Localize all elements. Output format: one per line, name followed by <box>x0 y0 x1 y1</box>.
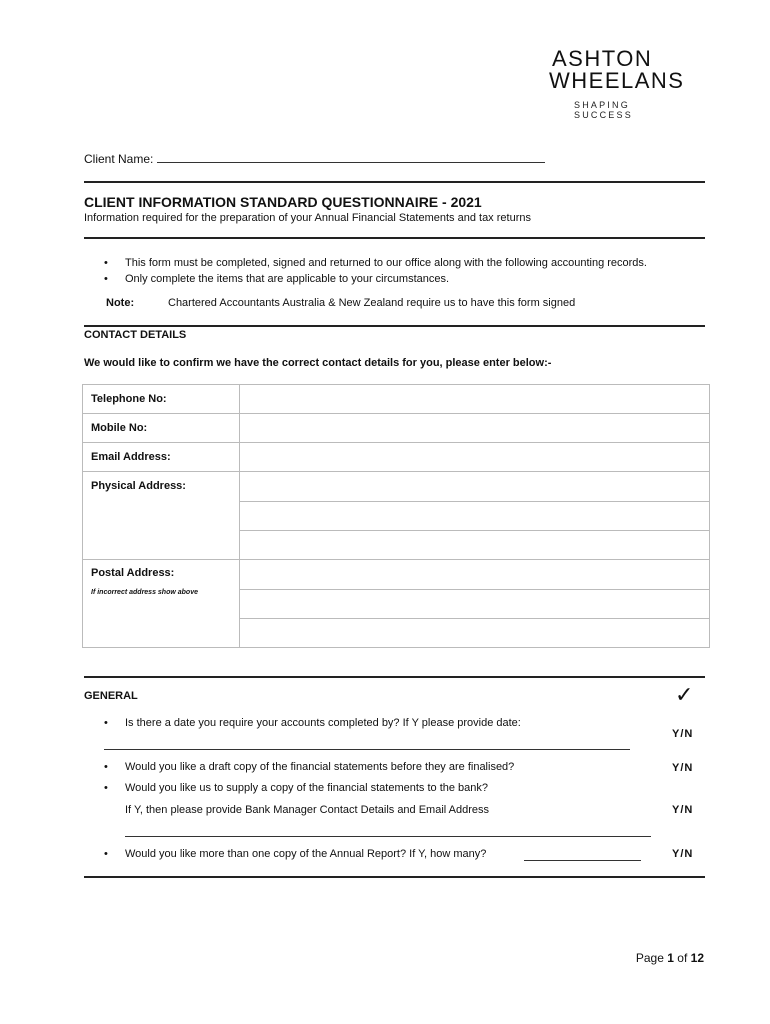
checkmark-icon: ✓ <box>675 682 694 707</box>
contact-table <box>82 384 710 648</box>
client-name-row <box>84 152 545 166</box>
postal-address-label: Postal Address: <box>91 567 175 579</box>
page-total: 12 <box>690 951 704 965</box>
logo-line-2: WHEELANS <box>549 68 685 93</box>
general-bottom-rule <box>84 876 705 878</box>
physical-address-field[interactable] <box>240 473 708 559</box>
contact-intro: We would like to confirm we have the correct contact details for you, please enter below:- <box>84 357 552 369</box>
yn-draft-copy[interactable]: Y/N <box>672 762 694 774</box>
telephone-label: Telephone No: <box>91 393 167 405</box>
instructions-list <box>104 255 647 287</box>
page-subtitle: Information required for the preparation of your Annual Financial Statements and tax returns <box>84 212 531 224</box>
question-report-copies: Would you like more than one copy of the Annual Report? If Y, how many? <box>125 848 487 860</box>
question-draft-copy: Would you like a draft copy of the financial statements before they are finalised? <box>125 761 515 773</box>
title-top-rule <box>84 181 705 183</box>
title-bottom-rule <box>84 237 705 239</box>
contact-top-rule <box>84 325 705 327</box>
general-heading: GENERAL <box>84 690 138 702</box>
yn-bank-copy[interactable]: Y/N <box>672 804 694 816</box>
page-number <box>636 951 704 965</box>
instruction-item: • This form must be completed, signed and returned to our office along with the following accounting records. <box>104 255 647 271</box>
bullet-icon: • <box>104 782 108 794</box>
yn-report-copies[interactable]: Y/N <box>672 848 694 860</box>
page-title: CLIENT INFORMATION STANDARD QUESTIONNAIRE - 2021 <box>84 194 482 210</box>
email-field[interactable] <box>240 444 708 470</box>
question-completion-date: Is there a date you require your accounts completed by? If Y please provide date: <box>125 717 521 729</box>
table-row-line <box>83 413 709 414</box>
yn-completion-date[interactable]: Y/N <box>672 728 694 740</box>
logo-line-1: ASHTON <box>552 46 653 71</box>
question-bank-copy: Would you like us to supply a copy of the financial statements to the bank? <box>125 782 489 794</box>
page-current: 1 <box>667 951 674 965</box>
bank-manager-field[interactable] <box>125 836 651 837</box>
page-prefix: Page <box>635 951 664 965</box>
report-copies-field[interactable] <box>524 860 641 861</box>
bullet-icon: • <box>104 848 108 860</box>
page-of: of <box>677 951 688 965</box>
instruction-item: • Only complete the items that are applicable to your circumstances. <box>104 271 647 287</box>
table-row-line <box>83 559 709 560</box>
bank-manager-followup: If Y, then please provide Bank Manager Contact Details and Email Address <box>125 804 490 816</box>
general-top-rule <box>84 676 705 678</box>
bullet-icon: • <box>104 761 108 773</box>
mobile-label: Mobile No: <box>91 422 148 434</box>
postal-address-field[interactable] <box>240 561 708 647</box>
client-name-label: Client Name: <box>84 152 154 166</box>
table-row-line <box>83 471 709 472</box>
company-logo <box>549 46 692 120</box>
postal-address-note: If incorrect address show above <box>91 589 198 596</box>
email-label: Email Address: <box>91 451 171 463</box>
note-text: Chartered Accountants Australia & New Zealand require us to have this form signed <box>168 297 576 309</box>
logo-tagline: SHAPING SUCCESS <box>574 100 633 120</box>
table-row-line <box>83 442 709 443</box>
completion-date-field[interactable] <box>104 749 630 750</box>
telephone-field[interactable] <box>240 386 708 412</box>
mobile-field[interactable] <box>240 415 708 441</box>
contact-heading: CONTACT DETAILS <box>84 329 187 341</box>
physical-address-label: Physical Address: <box>91 480 186 492</box>
client-name-field[interactable] <box>157 152 545 163</box>
note-label: Note: <box>106 297 135 309</box>
bullet-icon: • <box>104 717 108 729</box>
